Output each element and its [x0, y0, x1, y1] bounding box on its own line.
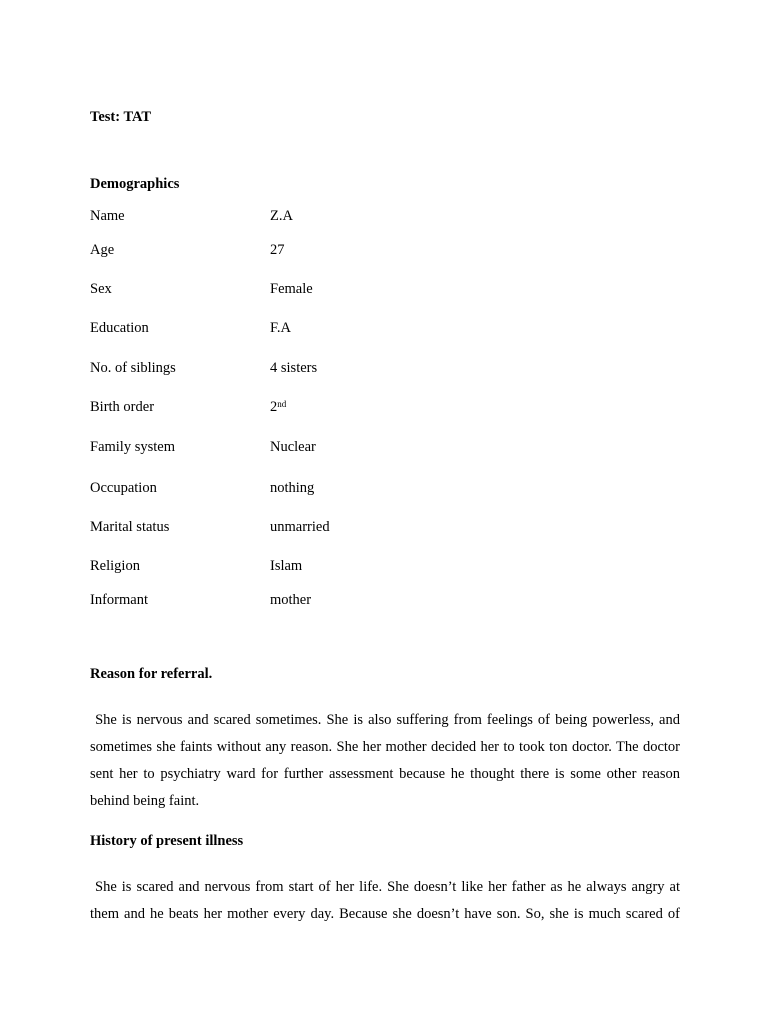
- referral-line: behind being faint.: [90, 793, 200, 809]
- demographic-label-family-system: Family system: [90, 439, 175, 455]
- demographic-value-religion: Islam: [270, 558, 303, 574]
- referral-heading: Reason for referral.: [90, 666, 213, 682]
- history-line: She is scared and nervous from start of her life. She doesn’t like her father as he always angry at: [90, 879, 680, 895]
- demographic-label-name: Name: [90, 208, 125, 224]
- referral-line: sometimes she faints without any reason. She her mother decided her to took ton doctor. The doctor: [90, 739, 680, 755]
- referral-line: sent her to psychiatry ward for further assessment because he thought there is some other reason: [90, 766, 680, 782]
- demographic-label-religion: Religion: [90, 558, 140, 574]
- demographics-heading: Demographics: [90, 176, 180, 192]
- demographic-label-siblings: No. of siblings: [90, 360, 176, 376]
- test-heading: Test: TAT: [90, 109, 152, 125]
- demographic-label-occupation: Occupation: [90, 480, 157, 496]
- demographic-value-family-system: Nuclear: [270, 439, 316, 455]
- demographic-value-age: 27: [270, 242, 285, 258]
- demographic-value-name: Z.A: [270, 208, 293, 224]
- demographic-value-informant: mother: [270, 592, 312, 608]
- demographic-label-birth-order: Birth order: [90, 399, 155, 415]
- demographic-value-siblings: 4 sisters: [270, 360, 318, 376]
- birth-order-suffix: nd: [277, 399, 287, 409]
- demographic-label-marital-status: Marital status: [90, 519, 170, 535]
- demographic-label-informant: Informant: [90, 592, 148, 608]
- history-heading: History of present illness: [90, 833, 244, 849]
- demographic-value-sex: Female: [270, 281, 313, 297]
- history-line: them and he beats her mother every day. Because she doesn’t have son. So, she is much scared of: [90, 906, 680, 922]
- demographic-label-education: Education: [90, 320, 149, 336]
- demographic-label-age: Age: [90, 242, 115, 258]
- history-paragraph: [90, 874, 690, 928]
- demographic-label-sex: Sex: [90, 281, 112, 297]
- demographic-value-birth-order: [270, 398, 286, 416]
- demographic-value-marital-status: unmarried: [270, 519, 330, 535]
- birth-order-number: 2: [270, 399, 278, 415]
- demographic-value-education: F.A: [270, 320, 291, 336]
- demographic-value-occupation: nothing: [270, 480, 315, 496]
- referral-paragraph: [90, 707, 690, 815]
- referral-line: She is nervous and scared sometimes. She is also suffering from feelings of being powerless, and: [90, 712, 680, 728]
